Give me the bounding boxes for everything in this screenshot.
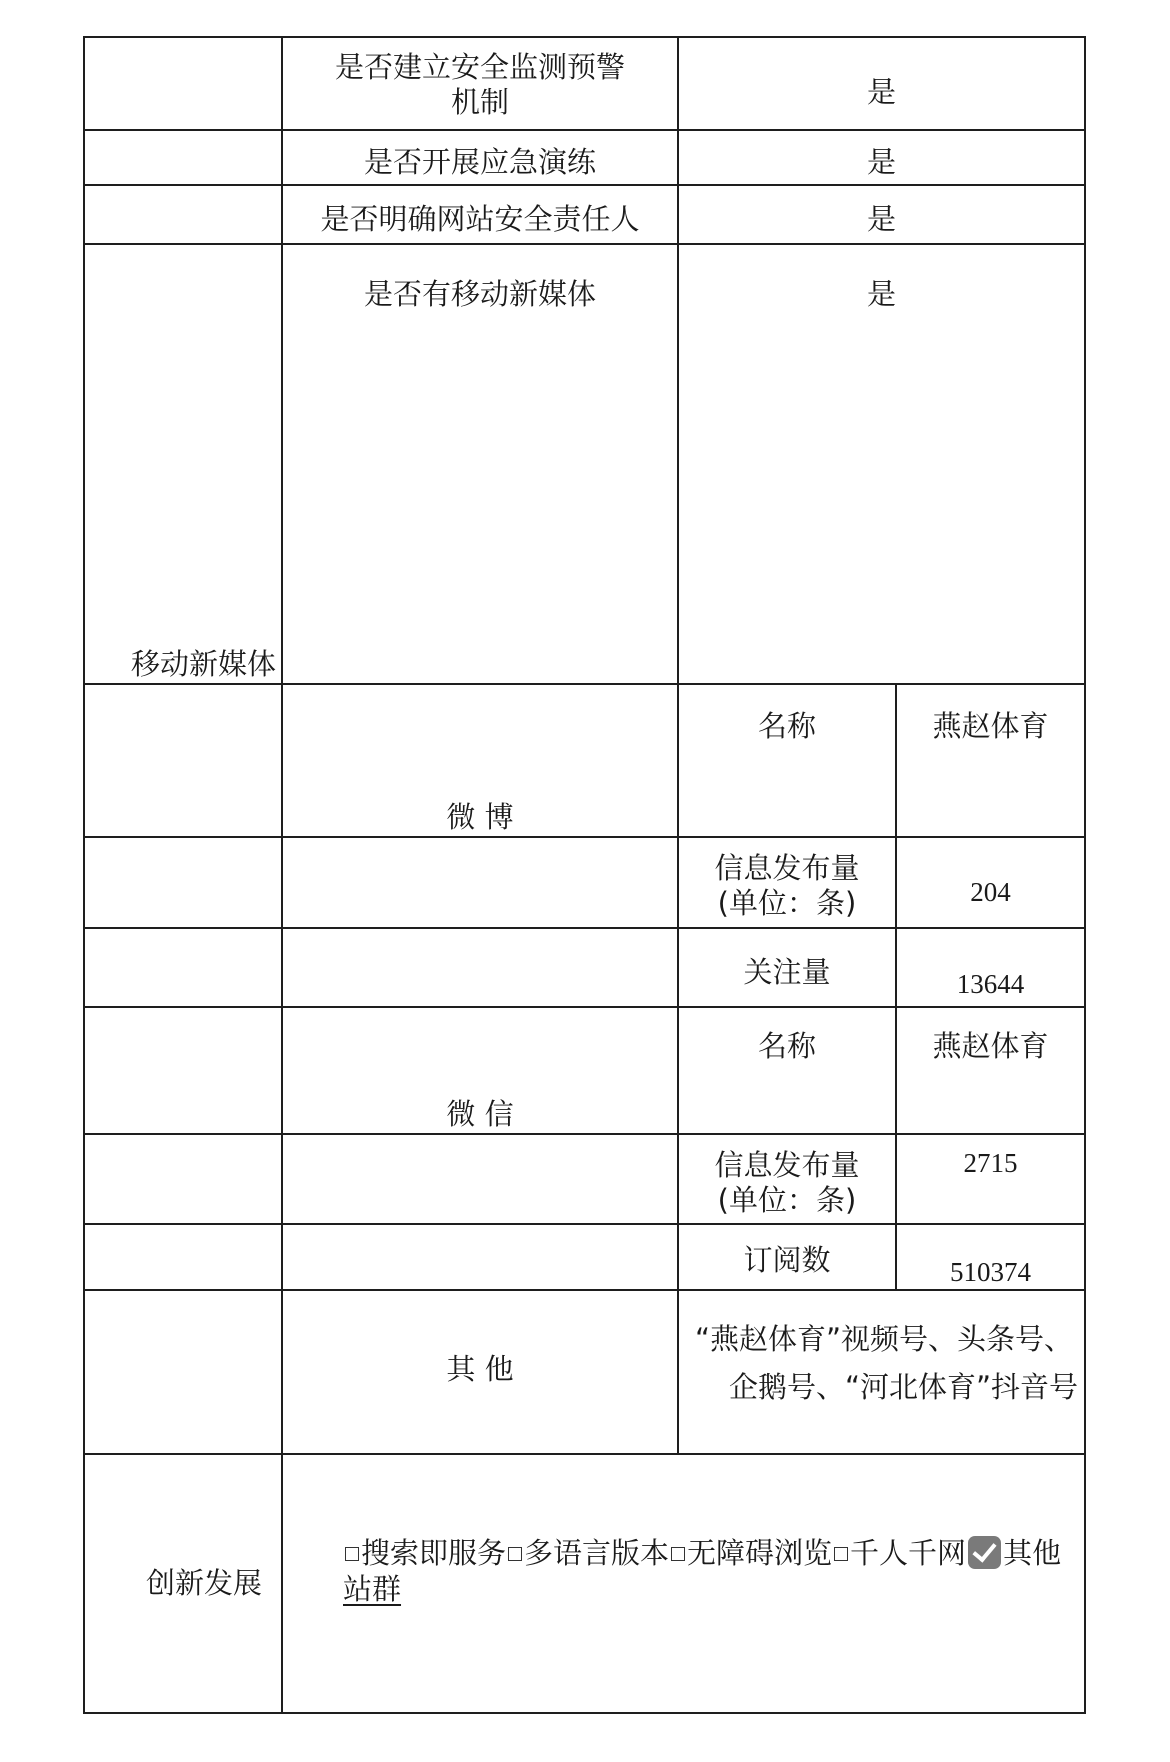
checkbox-icon[interactable] [834,1547,848,1561]
option-label: 千人千网 [850,1536,967,1570]
wechat-posts-label [679,1148,895,1218]
row-item: 是否开展应急演练 [363,145,596,179]
innovation-label: 创新发展 [146,1566,263,1600]
weibo-posts-label [679,851,895,921]
row-divider [83,243,1086,245]
row-divider [83,683,1086,685]
col-divider [1084,36,1086,1714]
mobile-media-answer: 是 [866,277,896,311]
weibo-label: 微 博 [446,800,514,834]
other-option-text: 站群 [343,1572,402,1606]
mobile-media-question: 是否有移动新媒体 [363,277,596,311]
wechat-subscribers-label: 订阅数 [743,1243,831,1277]
col-divider [83,36,85,1714]
row-divider [83,927,1086,929]
wechat-name-value: 燕赵体育 [932,1029,1049,1063]
row-item-line1: 是否建立安全监测预警 [334,50,625,84]
row-value: 是 [866,145,896,179]
other-value-line1: “燕赵体育”视频号、头条号、 [695,1322,1074,1356]
weibo-posts-value: 204 [970,877,1011,907]
weibo-posts-label-text: 信息发布量 [714,851,860,885]
wechat-posts-unit: (单位：条) [717,1183,857,1217]
checkbox-icon[interactable] [345,1547,359,1561]
row-divider [83,1133,1086,1135]
option-label: 无障碍浏览 [687,1536,833,1570]
mobile-media-section-label: 移动新媒体 [131,647,277,681]
weibo-posts-unit: (单位：条) [717,886,857,920]
wechat-subscribers-value: 510374 [950,1257,1031,1287]
weibo-followers-label: 关注量 [743,955,831,989]
row-divider [83,1453,1086,1455]
row-item [283,50,677,120]
row-value: 是 [866,75,896,109]
other-label: 其 他 [446,1352,514,1386]
wechat-posts-value: 2715 [963,1148,1018,1178]
wechat-posts-label-text: 信息发布量 [714,1148,860,1182]
row-divider [83,184,1086,186]
option-label: 其他 [1003,1536,1062,1570]
wechat-label: 微 信 [446,1097,514,1131]
row-value: 是 [866,202,896,236]
weibo-name-value: 燕赵体育 [932,709,1049,743]
row-item: 是否明确网站安全责任人 [320,202,640,236]
weibo-name-label: 名称 [757,709,816,743]
checked-checkbox-icon[interactable] [968,1536,1001,1569]
row-divider [83,836,1086,838]
row-divider [83,1223,1086,1225]
weibo-followers-value: 13644 [956,969,1025,999]
row-item-line2: 机制 [450,85,509,119]
option-label: 搜索即服务 [361,1536,507,1570]
row-divider [83,1006,1086,1008]
innovation-options [343,1535,1061,1607]
other-value-line2: 企鹅号、“河北体育”抖音号 [729,1370,1079,1404]
checkbox-icon[interactable] [508,1547,522,1561]
row-divider [83,1712,1086,1714]
checkbox-icon[interactable] [671,1547,685,1561]
option-label: 多语言版本 [524,1536,670,1570]
wechat-name-label: 名称 [757,1029,816,1063]
row-divider [83,129,1086,131]
row-divider [83,36,1086,38]
